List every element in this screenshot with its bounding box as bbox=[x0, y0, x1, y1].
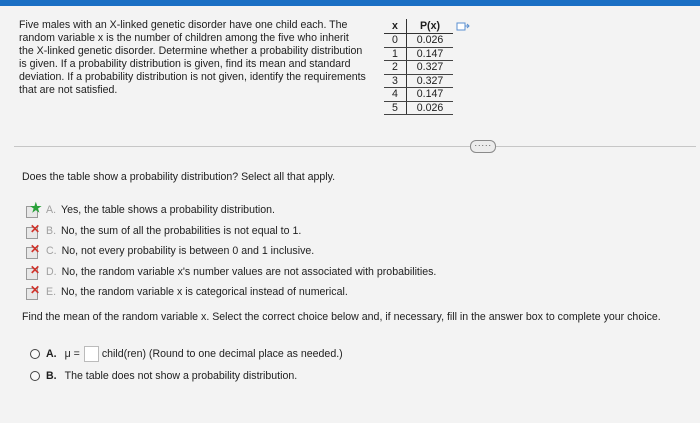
option-text: No, not every probability is between 0 and 1 inclusive. bbox=[61, 245, 315, 258]
option-text: No, the sum of all the probabilities is not equal to 1. bbox=[61, 224, 302, 237]
problem-line: is given. If a probability distribution is given, find its mean and standard bbox=[19, 58, 351, 71]
choice-letter: B. bbox=[46, 370, 57, 382]
incorrect-x-icon: ✕ bbox=[30, 242, 41, 257]
option-letter: C. bbox=[46, 245, 57, 258]
x-value-cell: 2 bbox=[384, 61, 407, 75]
incorrect-x-icon: ✕ bbox=[30, 262, 41, 277]
option-text: No, the random variable x is categorical instead of numerical. bbox=[61, 286, 348, 299]
choice-text: child(ren) (Round to one decimal place as needed.) bbox=[101, 348, 343, 360]
choice-a-radio[interactable] bbox=[30, 349, 40, 359]
px-value-cell: 0.147 bbox=[407, 88, 454, 102]
choice-b-radio[interactable] bbox=[30, 371, 40, 381]
problem-line: deviation. If a probability distribution is not given, identify the requirements bbox=[19, 71, 366, 84]
option-text: Yes, the table shows a probability distribution. bbox=[61, 204, 275, 217]
table-row bbox=[384, 101, 453, 115]
question-1-options bbox=[22, 200, 436, 303]
option-e[interactable] bbox=[22, 282, 436, 303]
probability-table bbox=[384, 19, 453, 115]
table-header-row bbox=[384, 19, 453, 34]
px-value-cell: 0.026 bbox=[407, 101, 454, 115]
px-value-cell: 0.327 bbox=[407, 61, 454, 75]
copy-table-icon[interactable] bbox=[456, 21, 470, 32]
mean-answer-input[interactable] bbox=[84, 346, 99, 362]
option-mark bbox=[22, 264, 42, 280]
choice-text: The table does not show a probability distribution. bbox=[64, 370, 298, 382]
choice-b[interactable] bbox=[30, 365, 343, 387]
choice-letter: A. bbox=[46, 348, 57, 360]
incorrect-x-icon: ✕ bbox=[30, 221, 41, 236]
x-value-cell: 1 bbox=[384, 47, 407, 61]
option-c[interactable] bbox=[22, 241, 436, 262]
x-value-cell: 5 bbox=[384, 101, 407, 115]
question-2-choices bbox=[30, 343, 343, 387]
choice-a[interactable] bbox=[30, 343, 343, 365]
px-value-cell: 0.147 bbox=[407, 47, 454, 61]
px-value-cell: 0.026 bbox=[407, 34, 454, 48]
table-row bbox=[384, 74, 453, 88]
option-mark bbox=[22, 284, 42, 300]
option-a[interactable] bbox=[22, 200, 436, 221]
table-row bbox=[384, 88, 453, 102]
option-letter: D. bbox=[46, 265, 57, 278]
problem-line: that are not satisfied. bbox=[19, 84, 118, 97]
table-row bbox=[384, 47, 453, 61]
option-letter: A. bbox=[46, 204, 57, 217]
table-row bbox=[384, 61, 453, 75]
option-mark bbox=[22, 223, 42, 239]
x-value-cell: 4 bbox=[384, 88, 407, 102]
option-mark bbox=[22, 202, 42, 218]
x-value-cell: 3 bbox=[384, 74, 407, 88]
x-column-header: x bbox=[384, 19, 407, 34]
more-options-button[interactable]: ····· bbox=[470, 140, 496, 153]
problem-line: the X-linked genetic disorder. Determine whether a probability distribution bbox=[19, 45, 363, 58]
option-mark bbox=[22, 243, 42, 259]
mu-symbol: μ = bbox=[64, 348, 80, 360]
table-row bbox=[384, 34, 453, 48]
problem-statement bbox=[19, 19, 381, 98]
option-d[interactable] bbox=[22, 262, 436, 283]
question-1-prompt: Does the table show a probability distribution? Select all that apply. bbox=[22, 171, 336, 183]
option-letter: B. bbox=[46, 224, 57, 237]
question-2-prompt: Find the mean of the random variable x. Select the correct choice below and, if necessary, fill in the answer box to complete your choice. bbox=[22, 311, 661, 323]
px-column-header: P(x) bbox=[407, 19, 454, 34]
incorrect-x-icon: ✕ bbox=[30, 283, 41, 298]
problem-line: random variable x is the number of children among the five who inherit bbox=[19, 32, 349, 45]
problem-line: Five males with an X-linked genetic disorder have one child each. The bbox=[19, 19, 348, 31]
option-text: No, the random variable x's number values are not associated with probabilities. bbox=[61, 265, 437, 278]
option-b[interactable] bbox=[22, 221, 436, 242]
top-accent-bar bbox=[0, 0, 700, 6]
option-letter: E. bbox=[46, 286, 57, 299]
section-divider bbox=[14, 146, 696, 147]
x-value-cell: 0 bbox=[384, 34, 407, 48]
correct-star-icon: ★ bbox=[30, 200, 42, 216]
px-value-cell: 0.327 bbox=[407, 74, 454, 88]
